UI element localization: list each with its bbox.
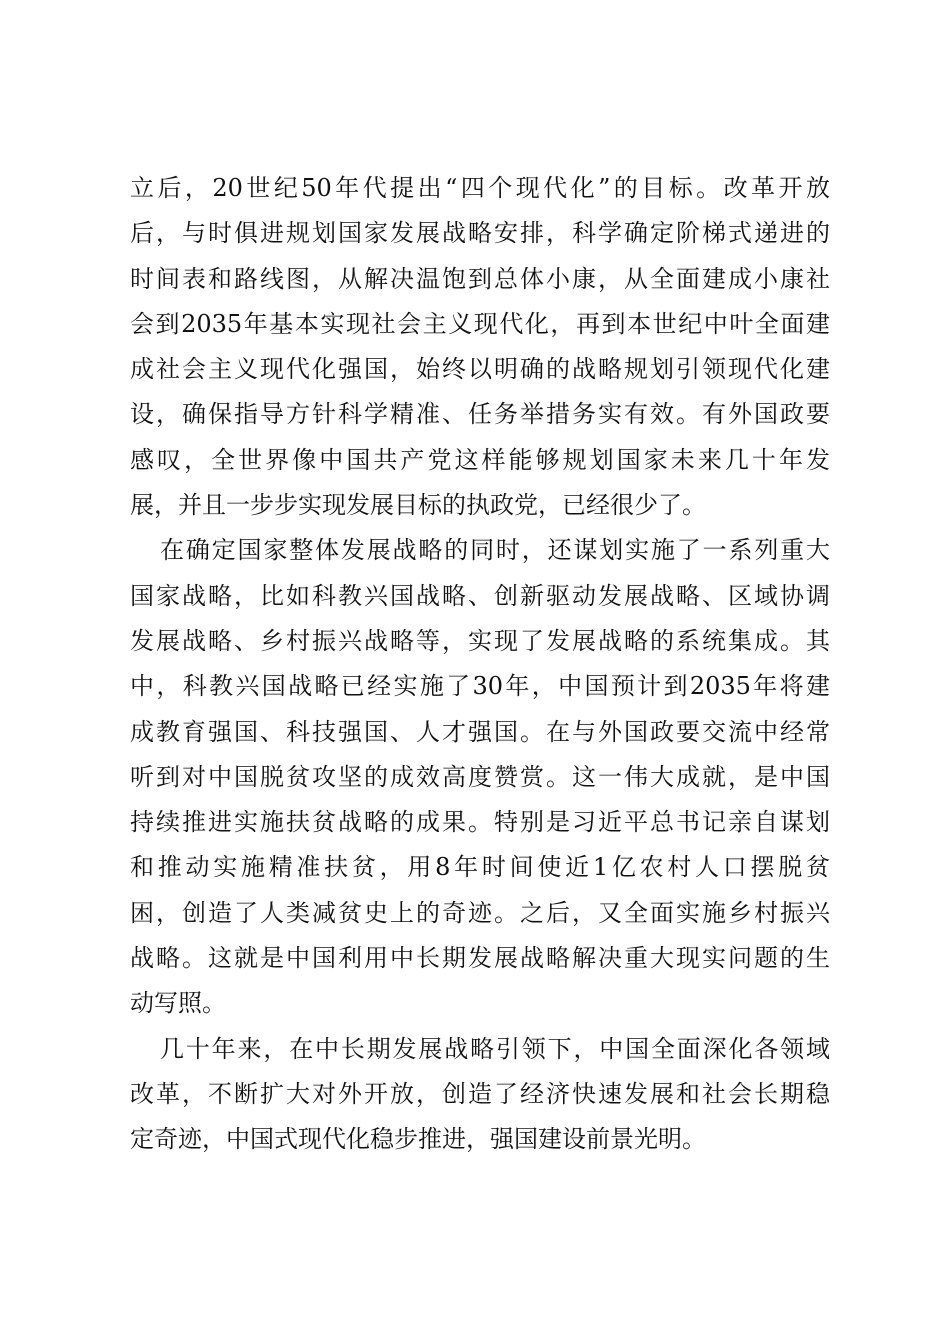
- text-line: 感叹，全世界像中国共产党这样能够规划国家未来几十年发: [130, 445, 830, 474]
- text-line: 和推动实施精准扶贫，用8年时间使近1亿农村人口摆脱贫: [130, 853, 830, 882]
- text-line: 展，并且一步步实现发展目标的执政党，已经很少了。: [130, 491, 706, 520]
- text-line: 后，与时俱进规划国家发展战略安排，科学确定阶梯式递进的: [130, 219, 830, 248]
- paragraph-1: [130, 166, 830, 528]
- text-line: 时间表和路线图，从解决温饱到总体小康，从全面建成小康社: [130, 264, 830, 293]
- paragraph-3: [130, 1027, 830, 1163]
- text-line: 立后，20世纪50年代提出“四个现代化”的目标。改革开放: [130, 174, 830, 202]
- text-line: 改革，不断扩大对外开放，创造了经济快速发展和社会长期稳: [130, 1079, 830, 1108]
- text-line: 困，创造了人类减贫史上的奇迹。之后，又全面实施乡村振兴: [130, 898, 830, 927]
- text-line: 国家战略，比如科教兴国战略、创新驱动发展战略、区域协调: [130, 581, 830, 610]
- text-line: 会到2035年基本实现社会主义现代化，再到本世纪中叶全面建: [130, 309, 830, 338]
- text-line: 在确定国家整体发展战略的同时，还谋划实施了一系列重大: [160, 536, 830, 565]
- text-line: 动写照。: [130, 989, 226, 1018]
- text-line: 中，科教兴国战略已经实施了30年，中国预计到2035年将建: [130, 672, 830, 701]
- text-line: 定奇迹，中国式现代化稳步推进，强国建设前景光明。: [130, 1125, 706, 1154]
- text-line: 几十年来，在中长期发展战略引领下，中国全面深化各领域: [160, 1034, 830, 1063]
- text-line: 发展战略、乡村振兴战略等，实现了发展战略的系统集成。其: [130, 626, 830, 655]
- text-line: 持续推进实施扶贫战略的成果。特别是习近平总书记亲自谋划: [130, 808, 830, 837]
- text-line: 听到对中国脱贫攻坚的成效高度赞赏。这一伟大成就，是中国: [130, 762, 830, 791]
- text-line: 成教育强国、科技强国、人才强国。在与外国政要交流中经常: [130, 717, 830, 746]
- text-line: 战略。这就是中国利用中长期发展战略解决重大现实问题的生: [130, 944, 830, 973]
- text-line: 成社会主义现代化强国，始终以明确的战略规划引领现代化建: [130, 355, 830, 384]
- body-text: [130, 166, 830, 1163]
- paragraph-2: [130, 528, 830, 1026]
- text-line: 设，确保指导方针科学精准、任务举措务实有效。有外国政要: [130, 400, 830, 429]
